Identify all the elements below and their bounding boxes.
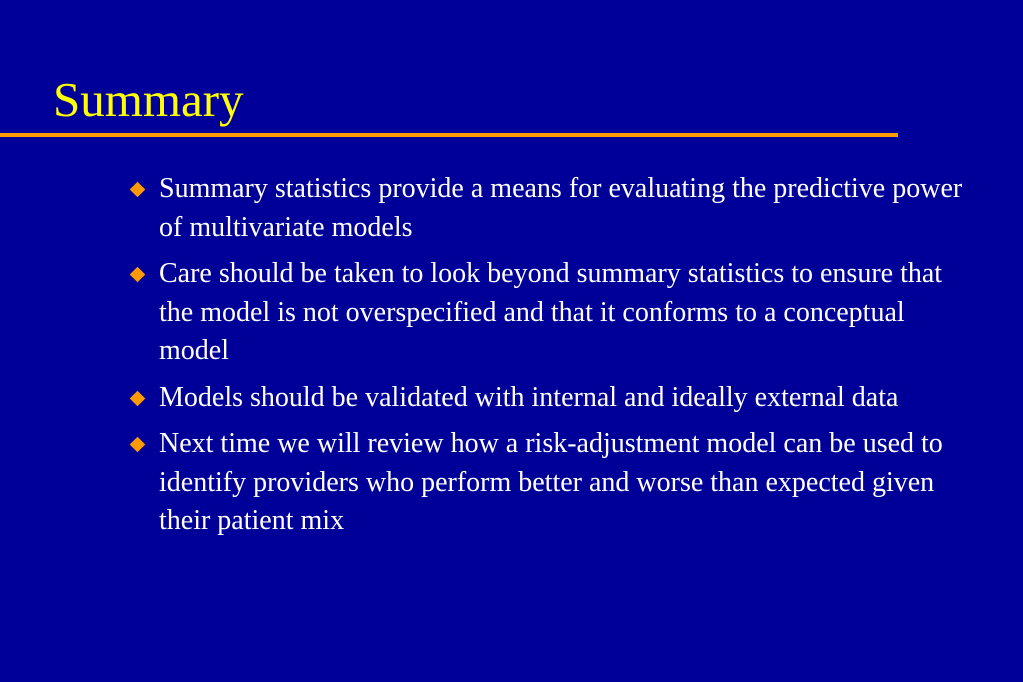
bullet-item [128, 170, 978, 247]
diamond-icon [130, 267, 146, 283]
diamond-icon [130, 182, 146, 198]
diamond-icon [130, 390, 146, 406]
bullet-item [128, 379, 978, 418]
bullet-text: Care should be taken to look beyond summary statistics to ensure that the model is not overspecified and that it conforms to a conceptual model [159, 258, 943, 366]
bullet-text: Models should be validated with internal and ideally external data [159, 381, 899, 413]
bullet-item [128, 255, 978, 371]
diamond-icon [130, 437, 146, 453]
bullet-text: Next time we will review how a risk-adjustment model can be used to identify providers who perform better and worse than expected given their patient mix [159, 428, 943, 536]
bullet-item [128, 425, 978, 541]
slide-title: Summary [53, 72, 244, 127]
bullet-text: Summary statistics provide a means for evaluating the predictive power of multivariate models [159, 173, 963, 243]
bullet-list [128, 170, 978, 549]
title-underline [0, 133, 898, 137]
